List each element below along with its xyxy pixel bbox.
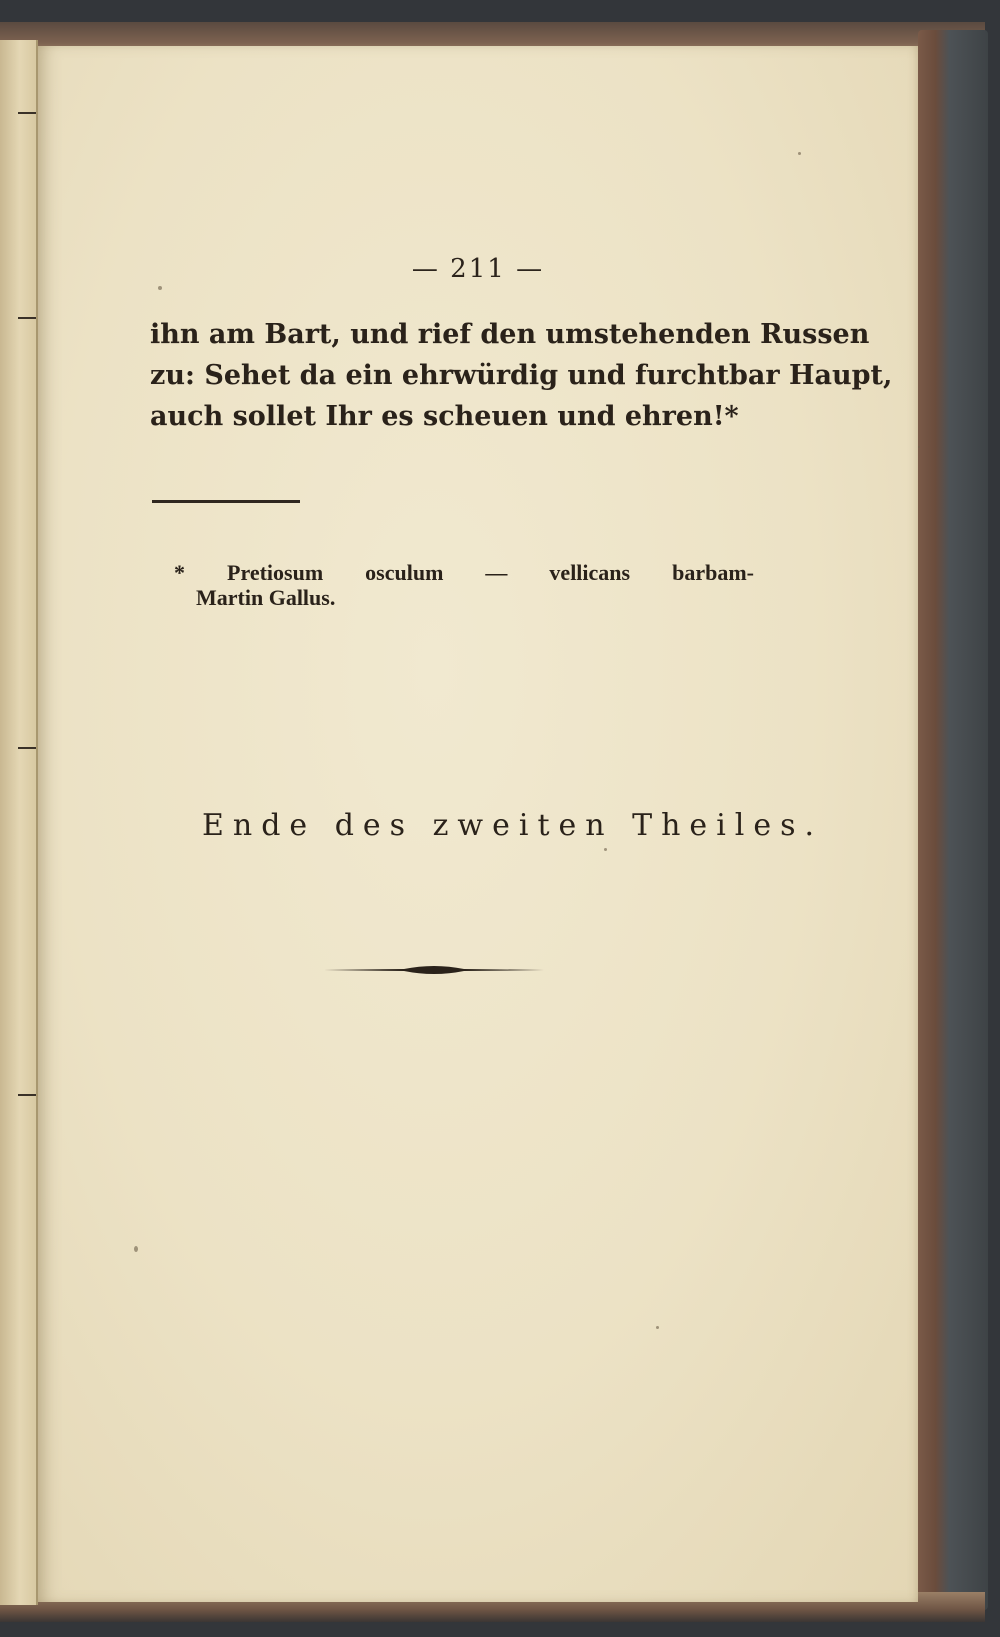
book-page [38, 46, 918, 1602]
cover-right-edge [918, 30, 988, 1610]
paper-speck [798, 152, 801, 155]
leaf-mark [18, 317, 36, 319]
footnote-rule [152, 500, 300, 503]
end-of-part-note: Ende des zweiten Theiles. [202, 808, 824, 843]
page-number: — 211 — [411, 254, 545, 284]
paper-speck [158, 286, 162, 290]
paper-speck [134, 1246, 138, 1252]
facing-page-edge [0, 40, 38, 1605]
footnote-line: Martin Gallus. [196, 585, 336, 610]
body-line: zu: Sehet da ein ehrwürdig und furchtbar Haupt, [150, 360, 893, 391]
body-text [150, 314, 893, 437]
leaf-mark [18, 112, 36, 114]
body-line: auch sollet Ihr es scheuen und ehren!* [150, 401, 739, 432]
leaf-mark [18, 1094, 36, 1096]
footnote [174, 560, 754, 610]
paper-speck [604, 848, 607, 851]
footnote-line: * Pretiosum osculum — vellicans barbam- [174, 560, 754, 585]
body-line: ihn am Bart, und rief den umstehenden Russen [150, 319, 870, 350]
leaf-mark [18, 747, 36, 749]
closing-ornament [324, 962, 544, 978]
paper-speck [656, 1326, 659, 1329]
paper-speck [918, 446, 920, 448]
